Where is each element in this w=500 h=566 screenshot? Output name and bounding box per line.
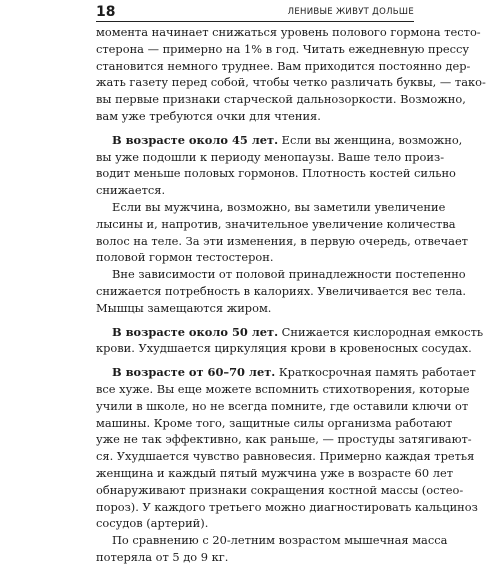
age-heading: В возрасте около 50 лет. xyxy=(112,324,279,339)
text-line: сосудов (артерий). xyxy=(96,516,209,531)
age-heading: В возрасте около 45 лет. xyxy=(112,132,279,147)
page-header xyxy=(96,2,414,22)
text-line: вы первые признаки старческой дальнозоркости. Возможно, xyxy=(96,92,466,107)
text-line: становится немного труднее. Вам приходится постоянно дер- xyxy=(96,58,471,73)
text-line xyxy=(96,364,476,381)
paragraph-spacer xyxy=(96,125,414,132)
text-line: Вне зависимости от половой принадлежности постепенно xyxy=(112,267,466,282)
text-line: крови. Ухудшается циркуляция крови в кровеносных сосудах. xyxy=(96,341,472,356)
paragraph-spacer xyxy=(96,317,414,324)
text-line: ся. Ухудшается чувство равновесия. Примерно каждая третья xyxy=(96,449,475,464)
text-line: Если вы мужчина, возможно, вы заметили увеличение xyxy=(112,199,446,214)
text-line xyxy=(96,132,463,149)
text-line: женщина и каждый пятый мужчина уже в возрасте 60 лет xyxy=(96,465,453,480)
text-line: уже не так эффективно, как раньше, — простуды затягивают- xyxy=(96,432,472,447)
age-heading: В возрасте от 60–70 лет. xyxy=(112,365,276,380)
text-line: снижается потребность в калориях. Увеличивается вес тела. xyxy=(96,283,467,298)
text-line: стерона — примерно на 1% в год. Читать ежедневную прессу xyxy=(96,41,470,56)
paragraph xyxy=(96,266,467,316)
text-line: момента начинает снижаться уровень полового гормона тесто- xyxy=(96,25,481,39)
text-line: машины. Кроме того, защитные силы организма работают xyxy=(96,415,453,430)
paragraph xyxy=(96,532,448,566)
paragraph-spacer xyxy=(96,357,414,364)
text-line: снижается. xyxy=(96,183,166,198)
paragraph xyxy=(96,132,463,199)
text-line: водит меньше половых гормонов. Плотность костей сильно xyxy=(96,166,456,181)
paragraph xyxy=(96,364,478,532)
text-line: По сравнению с 20-летним возрастом мышечная масса xyxy=(112,533,448,548)
text-line: все хуже. Вы еще можете вспомнить стихотворения, которые xyxy=(96,381,470,396)
text-line: вы уже подошли к периоду менопаузы. Ваше тело произ- xyxy=(96,149,445,164)
text-line: учили в школе, но не всегда помните, где оставили ключи от xyxy=(96,398,469,413)
text-run: Снижается кислородная емкость xyxy=(278,324,484,339)
page-number: 18 xyxy=(96,4,116,20)
text-line: пороз). У каждого третьего можно диагностировать кальциноз xyxy=(96,499,478,514)
text-run: Если вы женщина, возможно, xyxy=(278,132,463,147)
header-rule xyxy=(96,21,414,22)
text-line: половой гормон тестостерон. xyxy=(96,250,274,265)
running-title: ЛЕНИВЫЕ ЖИВУТ ДОЛЬШЕ xyxy=(287,7,414,17)
text-line: обнаруживают признаки сокращения костной массы (остео- xyxy=(96,482,464,497)
text-line: потеряла от 5 до 9 кг. xyxy=(96,549,229,564)
paragraph xyxy=(96,324,484,358)
paragraph xyxy=(96,199,468,266)
text-line: Мышцы замещаются жиром. xyxy=(96,300,272,315)
text-line: лысины и, напротив, значительное увеличение количества xyxy=(96,216,456,231)
text-line xyxy=(96,324,484,341)
text-line: жать газету перед собой, чтобы четко различать буквы, — тако- xyxy=(96,75,486,90)
body-text xyxy=(96,24,486,566)
paragraph xyxy=(96,24,486,125)
text-run: Краткосрочная память работает xyxy=(275,365,476,380)
text-line: вам уже требуются очки для чтения. xyxy=(96,108,321,123)
text-line: волос на теле. За эти изменения, в первую очередь, отвечает xyxy=(96,233,468,248)
